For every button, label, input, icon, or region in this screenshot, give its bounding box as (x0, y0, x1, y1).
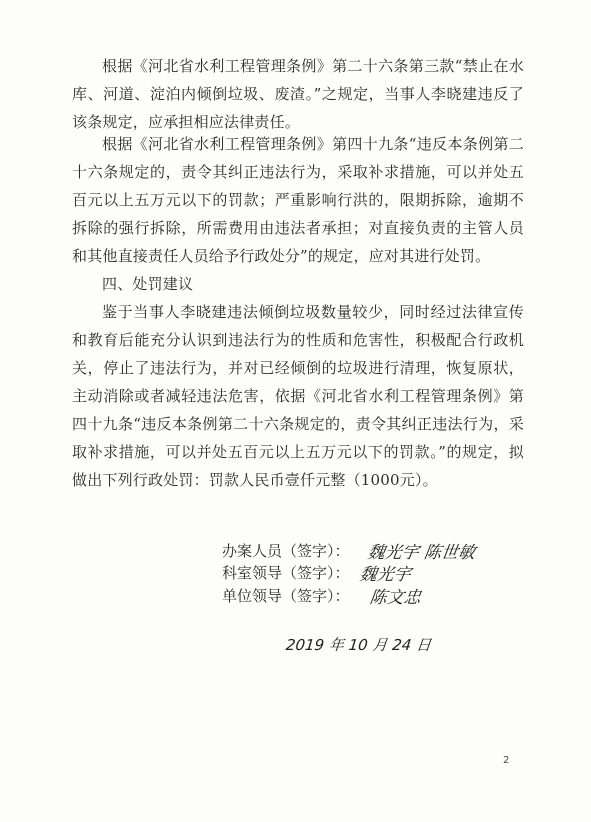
unit-leader-signature: 陈文忠 (368, 588, 423, 608)
case-officer-signature: 魏光宇 陈世敏 (366, 543, 477, 563)
paragraph-violation: 根据《河北省水利工程管理条例》第二十六条第三款“禁止在水库、河道、淀泊内倾倒垃圾、废渣。”之规定，当事人李晓建违反了该条规定，应承担相应法律责任。 (72, 57, 524, 131)
signature-row-section-leader (222, 562, 350, 584)
handwritten-date: 2019 年 10 月 24 日 (285, 636, 433, 654)
signature-row-case-officer (222, 540, 350, 562)
signature-row-unit-leader (222, 585, 350, 607)
section-leader-signature: 魏光宇 (358, 565, 413, 585)
paragraph-penalty-basis: 根据《河北省水利工程管理条例》第四十九条“违反本条例第二十六条规定的，责令其纠正违法行为，采取补求措施，可以并处五百元以上五万元以下的罚款；严重影响行洪的，限期拆除，逾期不拆除的强行拆除，所需费用由违法者承担；对直接负责的主管人员和其他直接责任人员给予行政处分”的规定，应对其进行处罚。 (72, 135, 524, 265)
section-leader-label: 科室领导（签字）： (222, 564, 350, 582)
section-heading-penalty-suggestion: 四、处罚建议 (102, 275, 194, 293)
page-number: 2 (503, 755, 510, 766)
case-officer-label: 办案人员（签字）： (222, 542, 350, 560)
unit-leader-label: 单位领导（签字）： (222, 587, 350, 605)
paragraph-penalty-suggestion: 鉴于当事人李晓建违法倾倒垃圾数量较少，同时经过法律宣传和教育后能充分认识到违法行为的性质和危害性，积极配合行政机关，停止了违法行为，并对已经倾倒的垃圾进行清理，恢复原状，主动消除或者减轻违法危害，依据《河北省水利工程管理条例》第四十九条“违反本条例第二十六条规定的，责令其纠正违法行为，采取补求措施，可以并处五百元以上五万元以下的罚款。”的规定，拟做出下列行政处罚：罚款人民币壹仟元整（1000元）。 (72, 303, 524, 489)
